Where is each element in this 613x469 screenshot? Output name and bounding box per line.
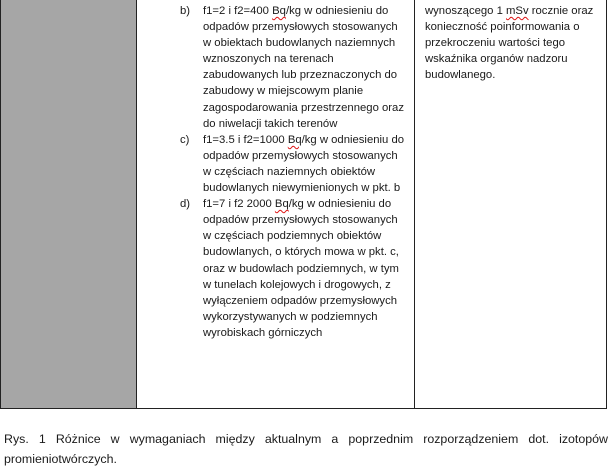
notification-text-start: wynoszącego 1	[425, 5, 507, 17]
unit-bq: Bq	[287, 133, 302, 146]
item-text-rest: /kg w odniesieniu do odpadów przemysłowych stosowanych w częściach naziemnych obiektów budowlanych niewymienionych w pkt. b	[203, 133, 405, 195]
notification-text	[425, 3, 597, 83]
grey-shaded-column	[1, 0, 137, 408]
list-item-b	[137, 3, 414, 132]
requirements-cell	[137, 0, 415, 408]
list-item-d	[137, 196, 414, 341]
list-marker: c)	[180, 133, 190, 146]
item-text-rest: /kg w odniesieniu do odpadów przemysłowych stosowanych w obiektach budowlanych naziemnych wznoszonych na terenach zabudowanych lub przeznaczonych do zabudowy w miejscowym planie zagospodarowania przestrzennego oraz do niwelacji takich terenów	[203, 5, 404, 130]
notification-cell	[415, 0, 607, 408]
list-marker: d)	[180, 198, 191, 211]
item-text-rest: /kg w odniesieniu do odpadów przemysłowych stosowanych w częściach podziemnych obiektów budowlanych, o których mowa w pkt. c, oraz w budowlach podziemnych, w tym w tunelach kolejowych i drogowych, z wyłączeniem odpadów przemysłowych wykorzystywanych w podziemnych wyrobiskach górniczych	[203, 198, 399, 339]
unit-bq: Bq	[274, 198, 289, 211]
item-text-start: f1=2 i f2=400	[203, 5, 273, 17]
list-marker: b)	[180, 5, 191, 17]
item-text-start: f1=3.5 i f2=1000	[203, 133, 288, 146]
unit-bq: Bq	[272, 5, 286, 17]
list-item-c	[137, 132, 414, 196]
requirements-list	[137, 3, 414, 341]
item-text-start: f1=7 i f2 2000	[203, 198, 275, 211]
notification-text-rest: rocznie oraz konieczność poinformowania o przekroczeniu wartości tego wskaźnika organów nadzoru budowlanego.	[425, 5, 594, 82]
unit-msv: mSv	[506, 5, 529, 17]
figure-caption: Rys. 1 Różnice w wymaganiach między aktualnym a poprzednim rozporządzeniem dot. izotopów promieniotwórczych.	[4, 432, 608, 467]
